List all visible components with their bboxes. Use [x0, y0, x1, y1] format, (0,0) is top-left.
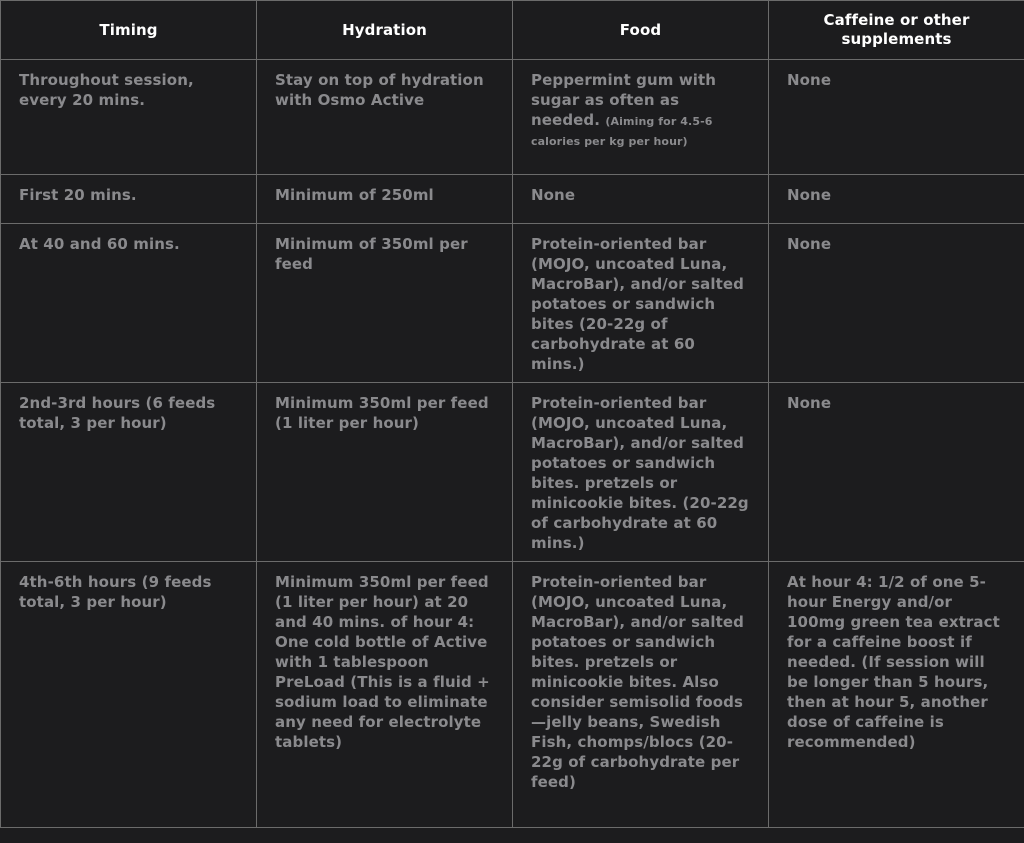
cell-hydration: Stay on top of hydration with Osmo Active: [257, 60, 513, 175]
table-row: [1, 224, 1024, 383]
cell-food-note: (Aiming for 4.5-6 calories per kg per hour): [531, 115, 713, 148]
cell-caffeine: None: [769, 60, 1024, 175]
cell-timing: At 40 and 60 mins.: [1, 224, 257, 383]
cell-food: [513, 60, 769, 175]
cell-caffeine: At hour 4: 1/2 of one 5-hour Energy and/or 100mg green tea extract for a caffeine boost if needed. (If session will be longer than 5 hours, then at hour 5, another dose of caffeine is recommended): [769, 562, 1024, 828]
cell-caffeine: None: [769, 175, 1024, 224]
header-timing: Timing: [1, 1, 257, 60]
cell-timing: Throughout session, every 20 mins.: [1, 60, 257, 175]
cell-timing: 2nd-3rd hours (6 feeds total, 3 per hour): [1, 383, 257, 562]
table-row: [1, 383, 1024, 562]
cell-food: Protein-oriented bar (MOJO, uncoated Luna, MacroBar), and/or salted potatoes or sandwich bites. pretzels or minicookie bites. Also consider semisolid foods—jelly beans, Swedish Fish, chomps/blocs (20-22g of carbohydrate per feed): [513, 562, 769, 828]
cell-hydration: Minimum 350ml per feed (1 liter per hour) at 20 and 40 mins. of hour 4: One cold bottle of Active with 1 tablespoon PreLoad (This is a fluid + sodium load to eliminate any need for electrolyte tablets): [257, 562, 513, 828]
cell-food-text: Peppermint gum with sugar as often as needed.: [531, 71, 717, 129]
cell-food: None: [513, 175, 769, 224]
cell-hydration: Minimum of 250ml: [257, 175, 513, 224]
cell-hydration: Minimum 350ml per feed (1 liter per hour): [257, 383, 513, 562]
cell-food: Protein-oriented bar (MOJO, uncoated Luna, MacroBar), and/or salted potatoes or sandwich bites. pretzels or minicookie bites. (20-22g of carbohydrate at 60 mins.): [513, 383, 769, 562]
cell-food: Protein-oriented bar (MOJO, uncoated Luna, MacroBar), and/or salted potatoes or sandwich bites (20-22g of carbohydrate at 60 mins.): [513, 224, 769, 383]
table-row: [1, 562, 1024, 828]
cell-caffeine: None: [769, 224, 1024, 383]
header-food: Food: [513, 1, 769, 60]
cell-hydration: Minimum of 350ml per feed: [257, 224, 513, 383]
table-row: [1, 60, 1024, 175]
table-row: [1, 175, 1024, 224]
header-caffeine: Caffeine or other supplements: [769, 1, 1024, 60]
header-row: [1, 1, 1024, 60]
header-hydration: Hydration: [257, 1, 513, 60]
cell-caffeine: None: [769, 383, 1024, 562]
cell-timing: 4th-6th hours (9 feeds total, 3 per hour): [1, 562, 257, 828]
cell-timing: First 20 mins.: [1, 175, 257, 224]
